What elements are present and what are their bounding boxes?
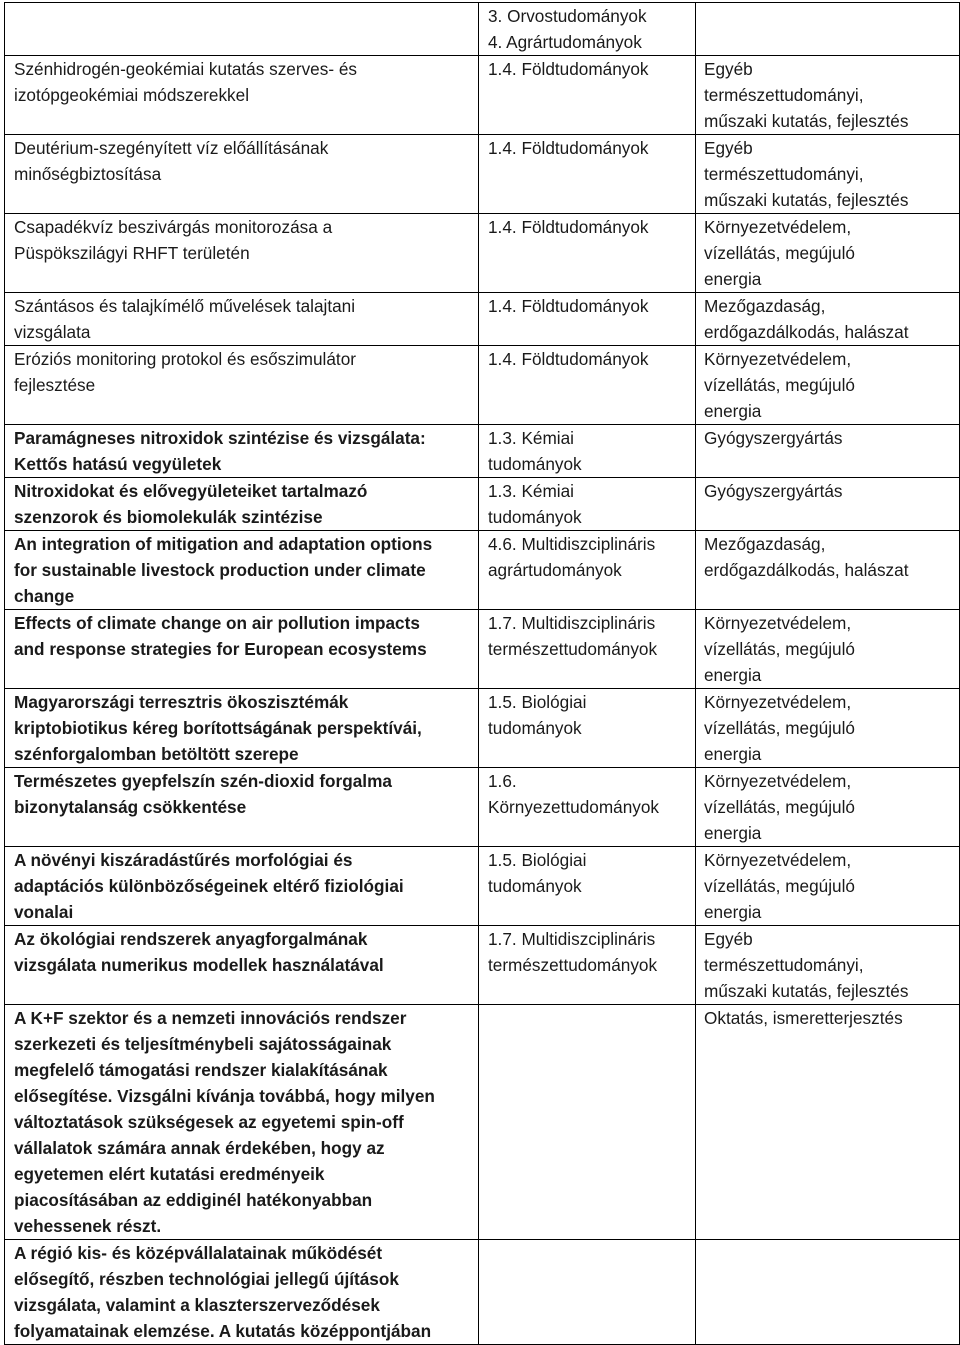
table-body	[5, 3, 960, 1345]
sector-cell: Mezőgazdaság, erdőgazdálkodás, halászat	[696, 531, 960, 610]
topic-title-cell: An integration of mitigation and adaptation options for sustainable livestock production under climate change	[5, 531, 479, 610]
sector-cell	[696, 1240, 960, 1345]
sector-cell: Környezetvédelem, vízellátás, megújuló energia	[696, 768, 960, 847]
table-row	[5, 425, 960, 478]
table-row	[5, 768, 960, 847]
scientific-field-cell: 1.5. Biológiai tudományok	[479, 689, 696, 768]
scientific-field-cell: 4.6. Multidiszciplináris agrártudományok	[479, 531, 696, 610]
table-row	[5, 214, 960, 293]
topic-title-cell: A régió kis- és középvállalatainak működését elősegítő, részben technológiai jellegű újítások vizsgálata, valamint a klaszterszerveződések folyamatainak elemzése. A kutatás középpontjában	[5, 1240, 479, 1345]
table-row	[5, 135, 960, 214]
scientific-field-cell: 1.3. Kémiai tudományok	[479, 478, 696, 531]
topic-title-cell: Deutérium-szegényített víz előállításának minőségbiztosítása	[5, 135, 479, 214]
sector-cell: Egyéb természettudományi, műszaki kutatás, fejlesztés	[696, 926, 960, 1005]
table-row	[5, 926, 960, 1005]
topic-title-cell: Nitroxidokat és elővegyületeiket tartalmazó szenzorok és biomolekulák szintézise	[5, 478, 479, 531]
scientific-field-cell: 1.6. Környezettudományok	[479, 768, 696, 847]
sector-cell: Környezetvédelem, vízellátás, megújuló energia	[696, 214, 960, 293]
table-row	[5, 3, 960, 56]
scientific-field-cell: 1.7. Multidiszciplináris természettudományok	[479, 926, 696, 1005]
table-row	[5, 1240, 960, 1345]
sector-cell: Egyéb természettudományi, műszaki kutatás, fejlesztés	[696, 56, 960, 135]
table-row	[5, 346, 960, 425]
scientific-field-cell	[479, 1240, 696, 1345]
scientific-field-cell: 1.5. Biológiai tudományok	[479, 847, 696, 926]
topic-title-cell: A K+F szektor és a nemzeti innovációs rendszer szerkezeti és teljesítménybeli sajátosságainak megfelelő támogatási rendszer kialakításának elősegítése. Vizsgálni kívánja továbbá, hogy milyen változtatások szükségesek az egyetemi spin-off vállalatok számára annak érdekében, hogy az egyetemen elért kutatási eredményeik piacosításában az eddiginél hatékonyabban vehessenek részt.	[5, 1005, 479, 1240]
topic-title-cell: Szénhidrogén-geokémiai kutatás szerves- és izotópgeokémiai módszerekkel	[5, 56, 479, 135]
topic-title-cell: Az ökológiai rendszerek anyagforgalmának vizsgálata numerikus modellek használatával	[5, 926, 479, 1005]
topic-title-cell: Csapadékvíz beszivárgás monitorozása a Püspökszilágyi RHFT területén	[5, 214, 479, 293]
table-row	[5, 610, 960, 689]
scientific-field-cell: 1.4. Földtudományok	[479, 293, 696, 346]
sector-cell	[696, 3, 960, 56]
topic-title-cell: Eróziós monitoring protokol és esőszimulátor fejlesztése	[5, 346, 479, 425]
sector-cell: Egyéb természettudományi, műszaki kutatás, fejlesztés	[696, 135, 960, 214]
table-row	[5, 56, 960, 135]
sector-cell: Környezetvédelem, vízellátás, megújuló energia	[696, 346, 960, 425]
topic-title-cell: A növényi kiszáradástűrés morfológiai és adaptációs különbözőségeinek eltérő fiziológiai vonalai	[5, 847, 479, 926]
scientific-field-cell	[479, 1005, 696, 1240]
sector-cell: Környezetvédelem, vízellátás, megújuló energia	[696, 610, 960, 689]
sector-cell: Környezetvédelem, vízellátás, megújuló energia	[696, 847, 960, 926]
table-row	[5, 689, 960, 768]
sector-cell: Mezőgazdaság, erdőgazdálkodás, halászat	[696, 293, 960, 346]
scientific-field-cell: 1.7. Multidiszciplináris természettudományok	[479, 610, 696, 689]
topic-title-cell: Természetes gyepfelszín szén-dioxid forgalma bizonytalanság csökkentése	[5, 768, 479, 847]
topic-title-cell: Szántásos és talajkímélő művelések talajtani vizsgálata	[5, 293, 479, 346]
topic-title-cell: Effects of climate change on air pollution impacts and response strategies for European ecosystems	[5, 610, 479, 689]
topic-title-cell: Magyarországi terresztris ökoszisztémák kriptobiotikus kéreg borítottságának perspektívái, szénforgalomban betöltött szerepe	[5, 689, 479, 768]
scientific-field-cell: 1.4. Földtudományok	[479, 135, 696, 214]
scientific-field-cell: 1.4. Földtudományok	[479, 346, 696, 425]
sector-cell: Gyógyszergyártás	[696, 425, 960, 478]
table-row	[5, 531, 960, 610]
sector-cell: Gyógyszergyártás	[696, 478, 960, 531]
table-row	[5, 1005, 960, 1240]
sector-cell: Környezetvédelem, vízellátás, megújuló energia	[696, 689, 960, 768]
scientific-field-cell: 3. Orvostudományok 4. Agrártudományok	[479, 3, 696, 56]
table-row	[5, 478, 960, 531]
scientific-field-cell: 1.4. Földtudományok	[479, 56, 696, 135]
document-page	[4, 2, 957, 1345]
research-topics-table	[4, 2, 960, 1345]
table-row	[5, 847, 960, 926]
sector-cell: Oktatás, ismeretterjesztés	[696, 1005, 960, 1240]
scientific-field-cell: 1.4. Földtudományok	[479, 214, 696, 293]
scientific-field-cell: 1.3. Kémiai tudományok	[479, 425, 696, 478]
topic-title-cell	[5, 3, 479, 56]
table-row	[5, 293, 960, 346]
topic-title-cell: Paramágneses nitroxidok szintézise és vizsgálata: Kettős hatású vegyületek	[5, 425, 479, 478]
